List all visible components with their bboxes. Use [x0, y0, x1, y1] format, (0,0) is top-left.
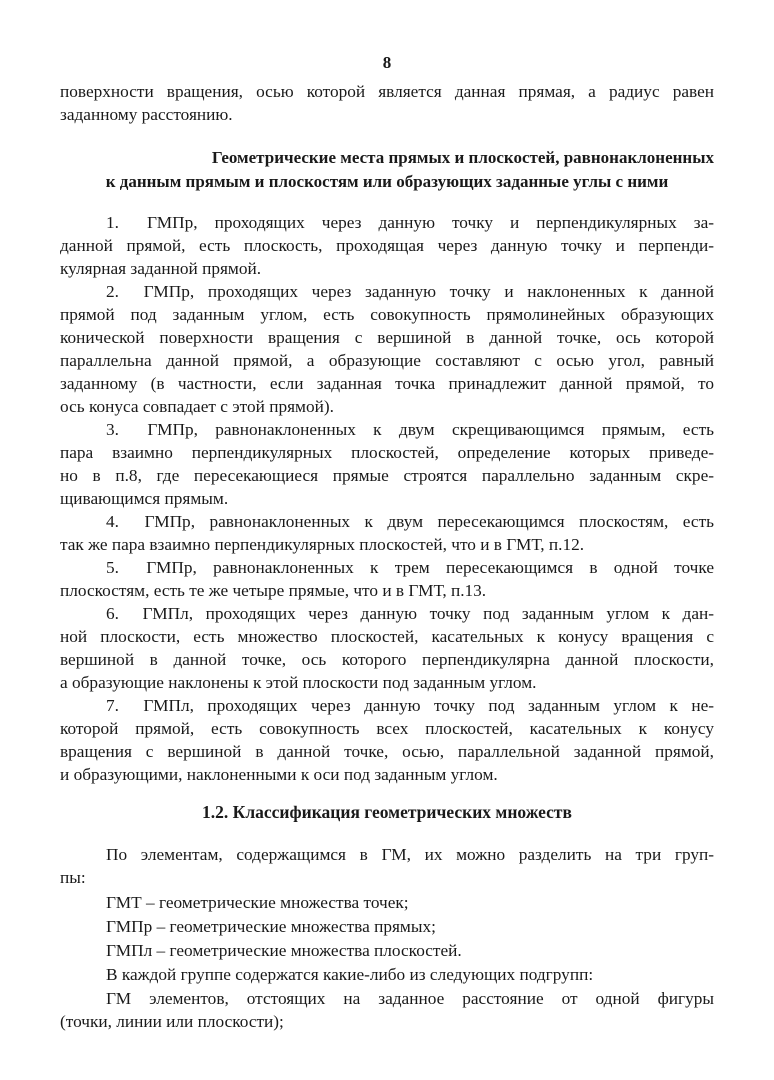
- text-fragment: ГМПр, равнонаклоненных к трем пересекающимся в одной точке: [146, 558, 714, 577]
- group-item-gmpl: ГМПл – геометрические множества плоскостей.: [106, 941, 462, 960]
- text-line: параллельна данной прямой, а образующие составляют с осью угол, равный: [60, 351, 714, 370]
- text-line: ось конуса совпадает с этой прямой).: [60, 397, 334, 416]
- text-line: щивающимся прямым.: [60, 489, 229, 508]
- text-line: данной прямой, есть плоскость, проходящая через данную точку и перпенди-: [60, 236, 714, 255]
- text-fragment: ГМПр, равнонаклоненных к двум скрещивающимся прямым, есть: [147, 420, 714, 439]
- list-item: [60, 556, 714, 602]
- text-fragment: ГМПр, проходящих через заданную точку и наклоненных к данной: [143, 282, 714, 301]
- text-line: ной плоскости, есть множество плоскостей, касательных к конусу вращения с: [60, 627, 714, 646]
- text-line: [60, 694, 714, 717]
- text-line: заданному (в частности, если заданная точка принадлежит данной прямой, то: [60, 374, 714, 393]
- last-paragraph: [60, 987, 714, 1033]
- text-line: заданному расстоянию.: [60, 105, 233, 124]
- item-number: 6.: [106, 604, 119, 623]
- text-line: [60, 211, 714, 234]
- list-item: [60, 280, 714, 418]
- list-item: [60, 418, 714, 510]
- list-item: [60, 510, 714, 556]
- heading-line: к данным прямым и плоскостям или образующих заданные углы с ними: [105, 172, 669, 191]
- list-item: [60, 211, 714, 280]
- text-line: кулярная заданной прямой.: [60, 259, 262, 278]
- text-line: [60, 510, 714, 533]
- groups-list: [106, 891, 714, 987]
- intro-paragraph: [60, 80, 714, 126]
- text-fragment: ГМПл, проходящих через данную точку под заданным углом к дан-: [142, 604, 714, 623]
- item-number: 4.: [106, 512, 119, 531]
- text-line: прямой под заданным углом, есть совокупность прямолинейных образующих: [60, 305, 714, 324]
- text-line: пы:: [60, 868, 86, 887]
- text-line: [60, 556, 714, 579]
- item-number: 1.: [106, 213, 119, 232]
- text-fragment: ГМПр, равнонаклоненных к двум пересекающимся плоскостям, есть: [144, 512, 715, 531]
- page-number: 8: [382, 53, 392, 72]
- text-line: а образующие наклонены к этой плоскости под заданным углом.: [60, 673, 537, 692]
- item-number: 2.: [106, 282, 119, 301]
- text-line: которой прямой, есть совокупность всех плоскостей, касательных к конусу: [60, 719, 714, 738]
- text-line: но в п.8, где пересекающиеся прямые строятся параллельно заданным скре-: [60, 466, 714, 485]
- text-line: плоскостям, есть те же четыре прямые, что и в ГМТ, п.13.: [60, 581, 487, 600]
- text-line: вращения с вершиной в данной точке, осью, параллельной заданной прямой,: [60, 742, 714, 761]
- text-fragment: ГМПл, проходящих через данную точку под заданным углом к не-: [143, 696, 715, 715]
- section-heading: [60, 146, 714, 194]
- numbered-list: [60, 211, 714, 786]
- text-line: вершиной в данной точке, ось которого перпендикулярна данной плоскости,: [60, 650, 714, 669]
- list-item: [60, 602, 714, 694]
- text-line: поверхности вращения, осью которой является данная прямая, а радиус равен: [60, 82, 714, 101]
- text-line: конической поверхности вращения с вершиной в данной точке, ось которой: [60, 328, 714, 347]
- item-number: 5.: [106, 558, 119, 577]
- text-line: [60, 602, 714, 625]
- text-line: пара взаимно перпендикулярных плоскостей, определение которых приведе-: [60, 443, 714, 462]
- text-line: ГМ элементов, отстоящих на заданное расстояние от одной фигуры: [106, 989, 714, 1008]
- subgroups-intro: В каждой группе содержатся какие-либо из следующих подгрупп:: [106, 965, 594, 984]
- text-fragment: ГМПр, проходящих через данную точку и перпендикулярных за-: [147, 213, 715, 232]
- group-item-gmpr: ГМПр – геометрические множества прямых;: [106, 917, 436, 936]
- heading-line: Геометрические места прямых и плоскостей, равнонаклоненных: [211, 148, 714, 167]
- text-line: [60, 280, 714, 303]
- text-line: так же пара взаимно перпендикулярных плоскостей, что и в ГМТ, п.12.: [60, 535, 585, 554]
- text-line: [60, 418, 714, 441]
- text-line: По элементам, содержащимся в ГМ, их можно разделить на три груп-: [106, 845, 714, 864]
- text-line: и образующими, наклоненными к оси под заданным углом.: [60, 765, 498, 784]
- item-number: 3.: [106, 420, 119, 439]
- text-line: (точки, линии или плоскости);: [60, 1012, 284, 1031]
- group-item-gmt: ГМТ – геометрические множества точек;: [106, 893, 409, 912]
- item-number: 7.: [106, 696, 119, 715]
- subsection-heading: 1.2. Классификация геометрических множеств: [202, 802, 572, 822]
- groups-intro-paragraph: [60, 843, 714, 889]
- list-item: [60, 694, 714, 786]
